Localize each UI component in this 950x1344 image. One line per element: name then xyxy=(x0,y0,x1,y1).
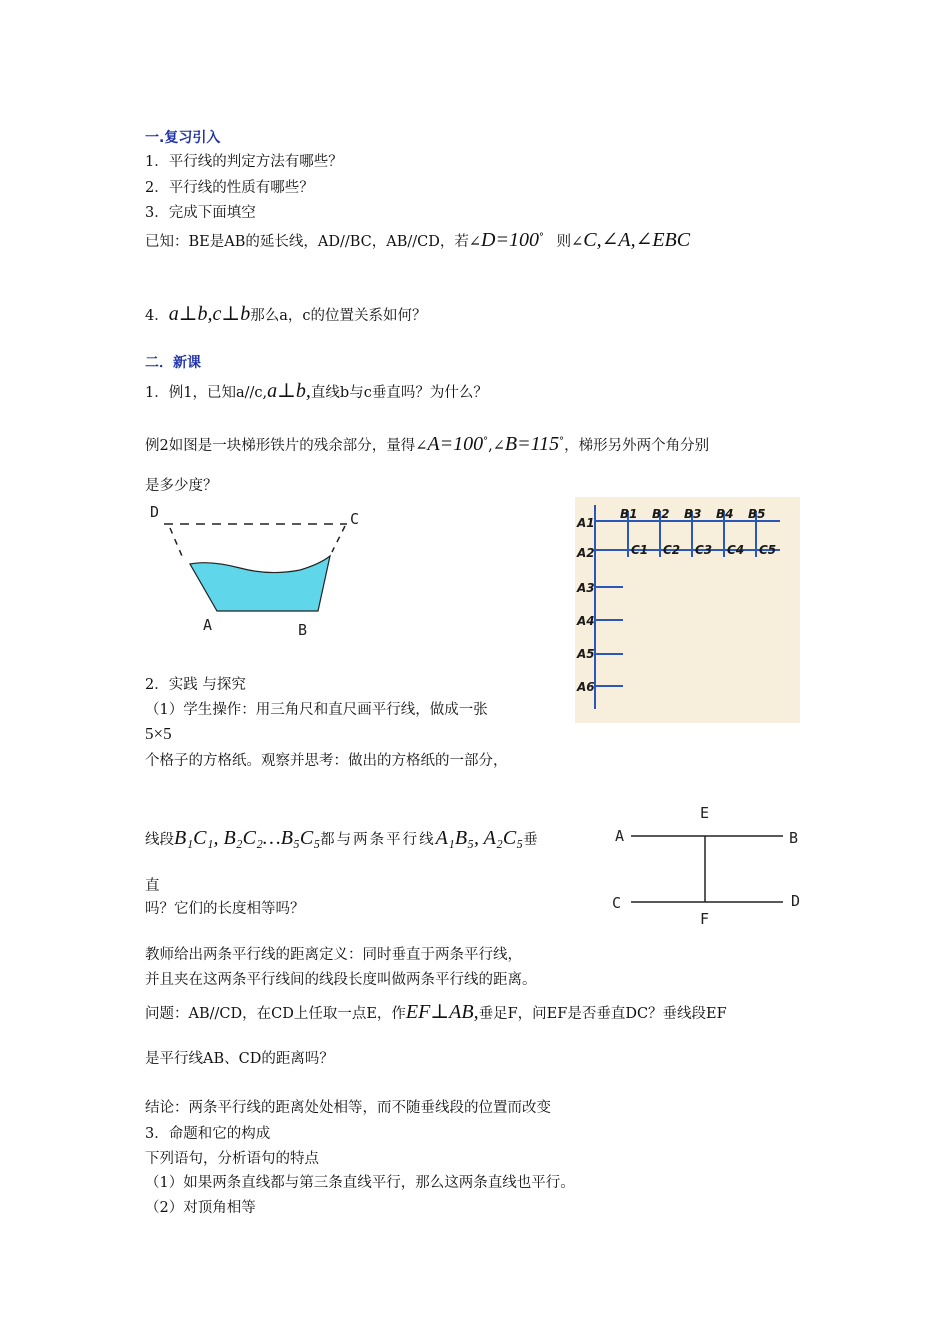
ex2-text: 例2如图是一块梯形铁片的残余部分，量得∠ xyxy=(145,437,428,454)
operation-line-2: 个格子的方格纸。观察并思考：做出的方格纸的一部分， xyxy=(145,753,508,769)
math-ef-perp-ab: EF⊥AB, xyxy=(405,1001,479,1023)
label-d: D xyxy=(150,503,160,521)
segment-question xyxy=(145,828,538,850)
section-3-heading: 3．命题和它的构成 xyxy=(145,1126,271,1142)
ex2-question: ，梯形另外两个角分别 xyxy=(564,437,710,454)
problem-text: 问题：AB//CD，在CD上任取一点E，作 xyxy=(145,1006,406,1022)
label-a: A xyxy=(615,827,625,845)
label-a: A xyxy=(203,616,213,634)
question-2: 2．平行线的性质有哪些？ xyxy=(145,180,314,196)
sep: ,∠ xyxy=(488,437,505,454)
label-b: B xyxy=(789,829,799,847)
seg-text-2: 都与两条平行线 xyxy=(320,832,436,848)
math-angle-d: D=100 xyxy=(481,228,539,251)
label-b: B xyxy=(298,621,308,639)
trapezoid-figure xyxy=(140,500,380,640)
ex1-question: 直线b与c垂直吗？为什么？ xyxy=(310,385,488,401)
math-parallels: A₁B₅, A₂C₅ xyxy=(435,827,524,849)
label-c2: C2 xyxy=(663,543,681,557)
problem xyxy=(145,1002,727,1024)
grid-dimension: 5×5 xyxy=(145,724,172,743)
problem-cont: 是平行线AB、CD的距离吗？ xyxy=(145,1051,334,1067)
example-2-cont: 是多少度？ xyxy=(145,478,218,494)
label-c5: C5 xyxy=(759,543,777,557)
label-b3: B3 xyxy=(684,507,702,521)
parallel-lines-figure xyxy=(605,800,810,930)
segment-question-cont: 直 xyxy=(145,878,160,894)
label-c: C xyxy=(350,510,360,528)
math-segments: B₁C₁, B₂C₂…B₅C₅ xyxy=(174,827,321,849)
grid-background xyxy=(575,497,800,723)
degree-mark: ° xyxy=(538,232,544,243)
ex1-text: 1．例1，已知a//c, xyxy=(145,385,268,401)
label-c: C xyxy=(612,894,622,912)
example-1 xyxy=(145,381,488,403)
definition-line-1: 教师给出两条平行线的距离定义：同时垂直于两条平行线， xyxy=(145,947,522,963)
label-a6: A6 xyxy=(577,680,595,694)
degree-mark: ° xyxy=(559,436,565,447)
seg-text-3: 垂 xyxy=(523,832,538,848)
math-angle-b: B=115 xyxy=(504,432,560,455)
section-heading-new-lesson: 二．新课 xyxy=(145,355,201,371)
segment-question-cont-2: 吗？它们的长度相等吗？ xyxy=(145,901,305,917)
label-a5: A5 xyxy=(577,647,595,661)
label-f: F xyxy=(700,910,710,928)
section-heading-review: 一.复习引入 xyxy=(145,130,221,146)
practice-heading: 2．实践 与探究 xyxy=(145,677,246,693)
question-1: 1．平行线的判定方法有哪些？ xyxy=(145,154,343,170)
question-4 xyxy=(145,304,427,326)
then-text: 则∠ xyxy=(556,233,584,250)
label-d: D xyxy=(791,892,801,910)
label-b1: B1 xyxy=(620,507,638,521)
section-3-intro: 下列语句，分析语句的特点 xyxy=(145,1151,319,1167)
question-3-given xyxy=(145,228,690,252)
label-a2: A2 xyxy=(577,546,595,560)
given-text: 已知：BE是AB的延长线，AD//BC，AB//CD，若∠ xyxy=(145,233,482,250)
q4-number: 4． xyxy=(145,308,169,324)
dashed-right-edge xyxy=(332,526,345,552)
question-3: 3．完成下面填空 xyxy=(145,205,256,221)
label-c4: C4 xyxy=(727,543,745,557)
trapezoid-remnant xyxy=(190,556,330,611)
problem-text-2: 垂足F，问EF是否垂直DC？垂线段EF xyxy=(478,1006,727,1022)
statement-1: （1）如果两条直线都与第三条直线平行，那么这两条直线也平行。 xyxy=(145,1175,575,1191)
statement-2: （2）对顶角相等 xyxy=(145,1200,256,1216)
label-a3: A3 xyxy=(577,581,595,595)
math-angles: C,∠A,∠EBC xyxy=(583,228,691,251)
label-b2: B2 xyxy=(652,507,670,521)
math-angle-a: A=100 xyxy=(427,432,484,455)
degree-mark: ° xyxy=(483,436,489,447)
dashed-left-edge xyxy=(170,528,182,556)
label-b4: B4 xyxy=(716,507,734,521)
math-a-perp-b: a⊥b, xyxy=(267,380,311,402)
q4-text: 那么a，c的位置关系如何？ xyxy=(250,308,427,324)
label-e: E xyxy=(700,804,710,822)
grid-paper-figure xyxy=(575,497,800,723)
conclusion: 结论：两条平行线的距离处处相等，而不随垂线段的位置而改变 xyxy=(145,1100,551,1116)
math-perpendicular: a⊥b,c⊥b xyxy=(168,303,251,325)
definition-line-2: 并且夹在这两条平行线间的线段长度叫做两条平行线的距离。 xyxy=(145,972,537,988)
label-c1: C1 xyxy=(631,543,649,557)
label-c3: C3 xyxy=(695,543,713,557)
operation-line-1: （1）学生操作：用三角尺和直尺画平行线，做成一张 xyxy=(145,702,488,718)
label-a4: A4 xyxy=(577,614,595,628)
label-a1: A1 xyxy=(577,516,595,530)
example-2 xyxy=(145,432,709,456)
seg-text: 线段 xyxy=(145,832,174,848)
label-b5: B5 xyxy=(748,507,766,521)
